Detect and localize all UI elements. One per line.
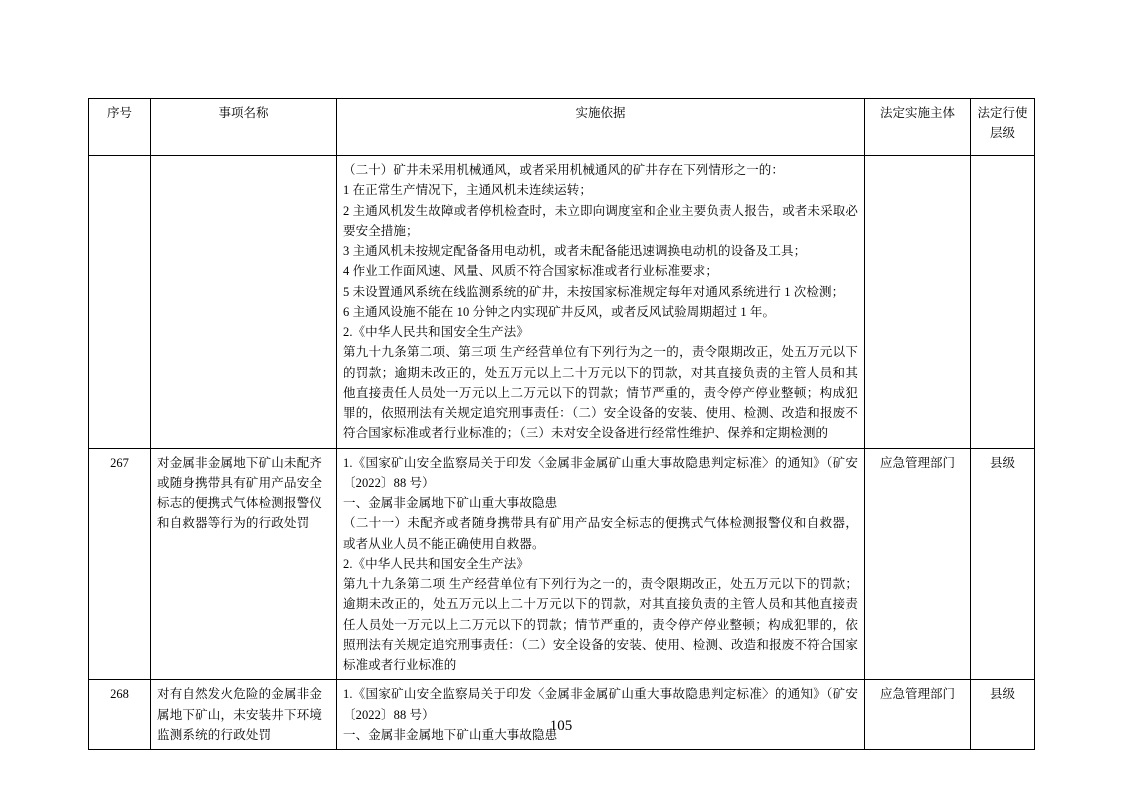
basis-line: 一、金属非金属地下矿山重大事故隐患: [343, 727, 558, 742]
header-subject: 法定实施主体: [865, 99, 971, 156]
cell-level: 县级: [971, 680, 1035, 750]
table-row: [89, 156, 1035, 449]
cell-seq: [89, 156, 151, 449]
basis-line: 2.《中华人民共和国安全生产法》: [343, 325, 529, 339]
regulation-table: [88, 98, 1035, 750]
cell-basis: [337, 680, 865, 750]
basis-line: （二十）矿井未采用机械通风，或者采用机械通风的矿井存在下列情形之一的：: [343, 163, 785, 177]
cell-item-name: 对有自然发火危险的金属非金属地下矿山，未安装井下环境监测系统的行政处罚: [151, 680, 337, 750]
basis-line: 3 主通风机未按规定配备备用电动机，或者未配备能迅速调换电动机的设备及工具；: [343, 244, 807, 258]
table-header-row: [89, 99, 1035, 156]
header-seq: 序号: [89, 99, 151, 156]
cell-level: [971, 156, 1035, 449]
basis-line: 2 主通风机发生故障或者停机检查时，未立即向调度室和企业主要负责人报告，或者未采取必要安全措施；: [343, 203, 858, 238]
basis-line: 一、金属非金属地下矿山重大事故隐患: [343, 496, 558, 510]
cell-basis: [337, 448, 865, 680]
cell-subject: 应急管理部门: [865, 680, 971, 750]
header-basis: 实施依据: [337, 99, 865, 156]
basis-line: 1 在正常生产情况下，主通风机未连续运转；: [343, 183, 592, 198]
basis-line: 1.《国家矿山安全监察局关于印发〈金属非金属矿山重大事故隐患判定标准〉的通知》（矿安〔2022〕88 号）: [343, 687, 858, 722]
cell-subject: [865, 156, 971, 449]
cell-item-name: 对金属非金属地下矿山未配齐或随身携带具有矿用产品安全标志的便携式气体检测报警仪和自救器等行为的行政处罚: [151, 448, 337, 680]
basis-line: 6 主通风设施不能在 10 分钟之内实现矿井反风，或者反风试验周期超过 1 年。: [343, 304, 776, 319]
table-row: [89, 680, 1035, 750]
basis-line: 1.《国家矿山安全监察局关于印发〈金属非金属矿山重大事故隐患判定标准〉的通知》（矿安〔2022〕88 号）: [343, 455, 858, 490]
header-item-name: 事项名称: [151, 99, 337, 156]
cell-level: 县级: [971, 448, 1035, 680]
header-level: 法定行使层级: [971, 99, 1035, 156]
basis-line: （二十一）未配齐或者随身携带具有矿用产品安全标志的便携式气体检测报警仪和自救器，或者从业人员不能正确使用自救器。: [343, 516, 858, 551]
basis-line: 第九十九条第二项 生产经营单位有下列行为之一的，责令限期改正，处五万元以下的罚款；逾期未改正的，处五万元以上二十万元以下的罚款，对其直接负责的主管人员和其他直接责任人员处一万元以上二万元以下的罚款；情节严重的，责令停产停业整顿；构成犯罪的，依照刑法有关规定追究刑事责任：（二）安全设备的安装、使用、检测、改造和报废不符合国家标准或者行业标准的: [343, 577, 858, 672]
basis-line: 第九十九条第二项、第三项 生产经营单位有下列行为之一的，责令限期改正，处五万元以下的罚款；逾期未改正的，处五万元以上二十万元以下的罚款，对其直接负责的主管人员和其他直接责任人员处一万元以上二万元以下的罚款；情节严重的，责令停产停业整顿；构成犯罪的，依照刑法有关规定追究刑事责任：（二）安全设备的安装、使用、检测、改造和报废不符合国家标准或者行业标准的；（三）未对安全设备进行经常性维护、保养和定期检测的: [343, 345, 858, 441]
page-number: 105: [549, 718, 573, 734]
table-row: [89, 448, 1035, 680]
cell-seq: 268: [89, 680, 151, 750]
cell-basis: [337, 156, 865, 449]
cell-item-name: [151, 156, 337, 449]
basis-line: 5 未设置通风系统在线监测系统的矿井，未按国家标准规定每年对通风系统进行 1 次检测；: [343, 284, 845, 299]
basis-line: 2.《中华人民共和国安全生产法》: [343, 556, 529, 571]
cell-seq: 267: [89, 448, 151, 680]
basis-line: 4 作业工作面风速、风量、风质不符合国家标准或者行业标准要求；: [343, 264, 718, 279]
cell-subject: 应急管理部门: [865, 448, 971, 680]
